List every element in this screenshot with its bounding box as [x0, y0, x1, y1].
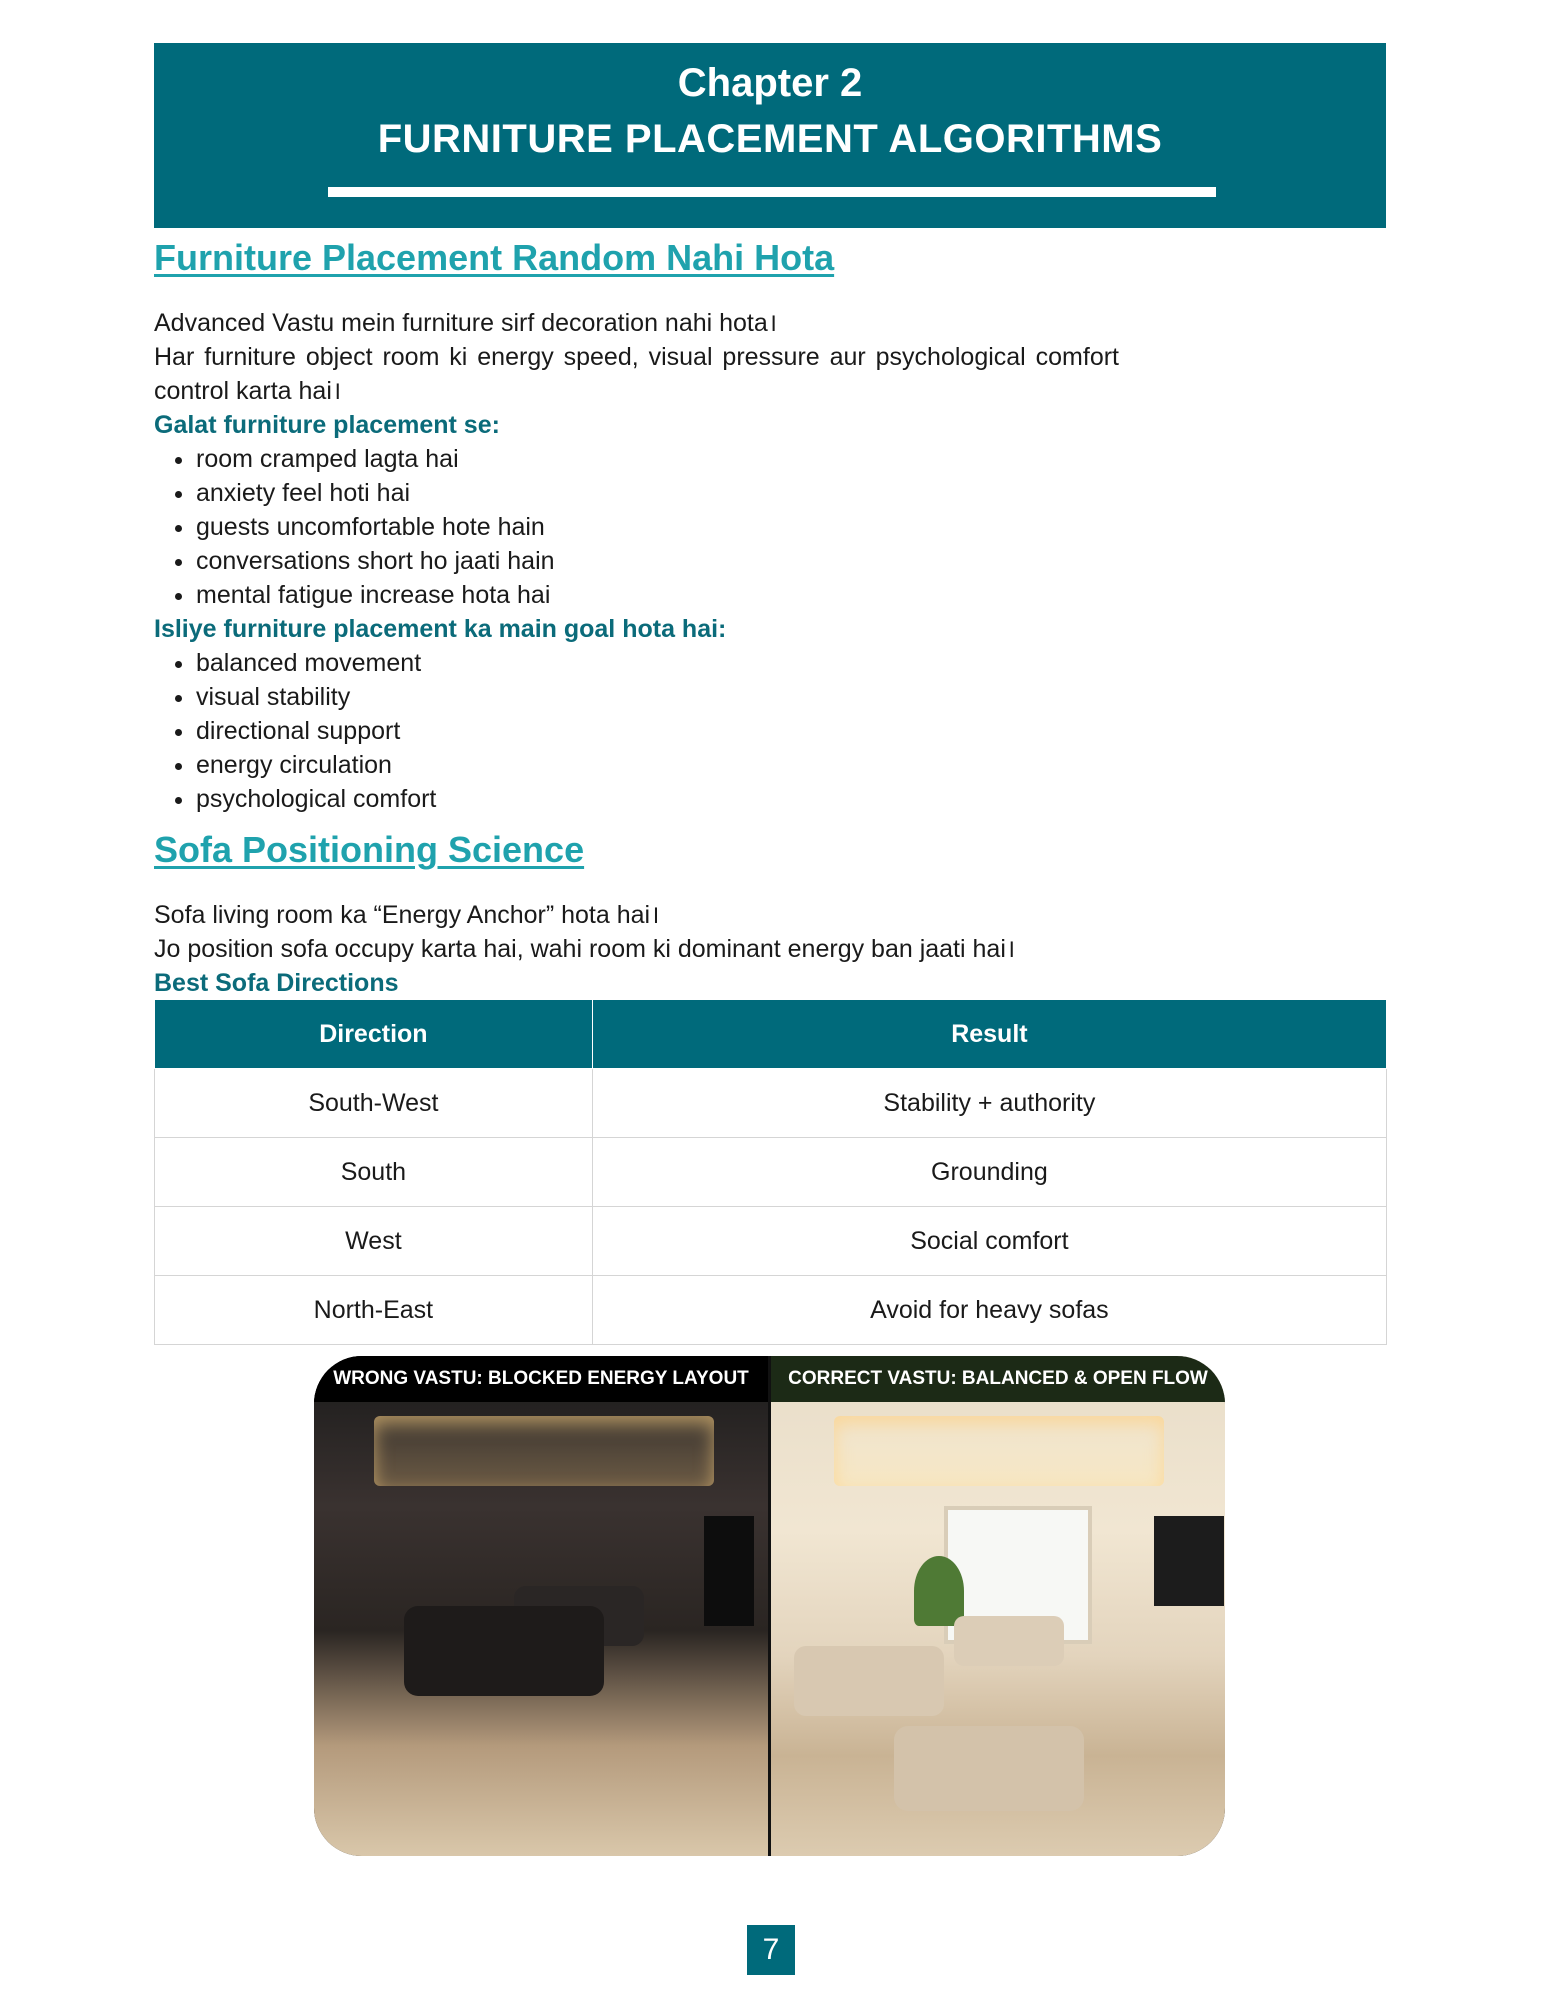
- table-row: [155, 1276, 1387, 1345]
- right-sofa-back: [954, 1616, 1064, 1666]
- chapter-number: Chapter 2: [677, 61, 863, 105]
- comparison-image: [314, 1356, 1225, 1856]
- page-number: 7: [747, 1925, 795, 1975]
- list-item: • directional support: [196, 714, 1154, 748]
- right-plant: [914, 1556, 964, 1626]
- list-galat: [154, 442, 1154, 612]
- list-item: • conversations short ho jaati hain: [196, 544, 1154, 578]
- table-row: [155, 1207, 1387, 1276]
- left-ceiling: [374, 1416, 714, 1486]
- list-item: • guests uncomfortable hote hain: [196, 510, 1154, 544]
- table-cell: Grounding: [592, 1138, 1386, 1207]
- list-item: • balanced movement: [196, 646, 1154, 680]
- table-cell: South-West: [155, 1069, 593, 1138]
- list-item: • energy circulation: [196, 748, 1154, 782]
- correct-vastu-caption: CORRECT VASTU: BALANCED & OPEN FLOW: [771, 1356, 1225, 1402]
- right-sofa-side: [794, 1646, 944, 1716]
- section-heading-sofa: Sofa Positioning Science: [154, 829, 585, 870]
- lead-best-sofa: Best Sofa Directions: [154, 969, 399, 997]
- list-item: • mental fatigue increase hota hai: [196, 578, 1154, 612]
- paragraph: Sofa living room ka “Energy Anchor” hota hai।: [154, 901, 660, 929]
- table-header-row: [155, 1000, 1387, 1069]
- table-cell: South: [155, 1138, 593, 1207]
- paragraph: Har furniture object room ki energy speed, visual pressure aur psychological comfort control karta hai।: [154, 343, 1119, 405]
- table-cell: Stability + authority: [592, 1069, 1386, 1138]
- image-divider: [768, 1356, 771, 1856]
- right-tv: [1154, 1516, 1224, 1606]
- right-ceiling: [834, 1416, 1164, 1486]
- column-header-result: Result: [592, 1000, 1386, 1069]
- table-cell: Social comfort: [592, 1207, 1386, 1276]
- list-goal: [154, 646, 1154, 816]
- lead-goal: Isliye furniture placement ka main goal hota hai:: [154, 615, 727, 643]
- paragraph: Jo position sofa occupy karta hai, wahi room ki dominant energy ban jaati hai।: [154, 935, 1016, 963]
- paragraph: Advanced Vastu mein furniture sirf decoration nahi hota।: [154, 309, 778, 337]
- list-item: • room cramped lagta hai: [196, 442, 1154, 476]
- header-divider: [328, 187, 1216, 197]
- left-sofa-front: [404, 1606, 604, 1696]
- list-item: • visual stability: [196, 680, 1154, 714]
- sofa-directions-table: [154, 999, 1387, 1345]
- table-cell: North-East: [155, 1276, 593, 1345]
- chapter-title: FURNITURE PLACEMENT ALGORITHMS: [377, 117, 1163, 161]
- table-row: [155, 1069, 1387, 1138]
- main-content: [154, 232, 1154, 1000]
- right-sofa-front: [894, 1726, 1084, 1811]
- table-cell: Avoid for heavy sofas: [592, 1276, 1386, 1345]
- list-item: • psychological comfort: [196, 782, 1154, 816]
- table-row: [155, 1138, 1387, 1207]
- list-item: • anxiety feel hoti hai: [196, 476, 1154, 510]
- left-tv: [704, 1516, 754, 1626]
- lead-galat: Galat furniture placement se:: [154, 411, 500, 439]
- wrong-vastu-caption: WRONG VASTU: BLOCKED ENERGY LAYOUT: [314, 1356, 768, 1402]
- chapter-header: [154, 43, 1386, 228]
- column-header-direction: Direction: [155, 1000, 593, 1069]
- section-heading-furniture: Furniture Placement Random Nahi Hota: [154, 237, 835, 278]
- table-cell: West: [155, 1207, 593, 1276]
